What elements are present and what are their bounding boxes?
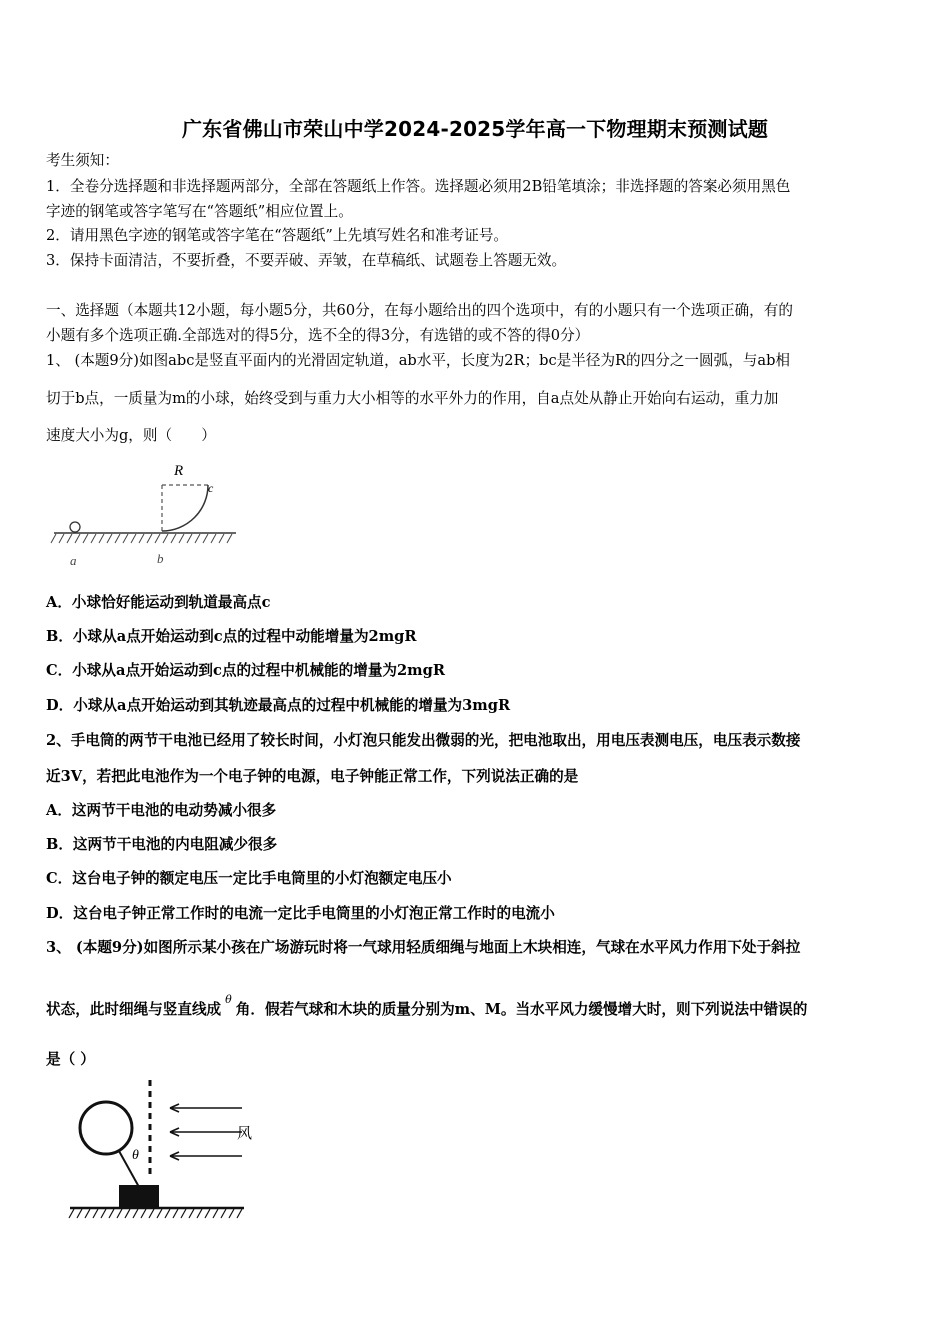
- section-heading: 小题有多个选项正确.全部选对的得5分，选不全的得3分，有选错的或不答的得0分）: [46, 327, 590, 344]
- question-3-text: 3、 (本题9分)如图所示某小孩在广场游玩时将一气球用轻质细绳与地面上木块相连，气球在水平风力作用下处于斜拉: [46, 939, 801, 956]
- notice-line: 3．保持卡面清洁，不要折叠，不要弄破、弄皱，在草稿纸、试题卷上答题无效。: [46, 252, 567, 269]
- question-1-text: 1、 (本题9分)如图abc是竖直平面内的光滑固定轨道，ab水平，长度为2R；bc是半径为R的四分之一圆弧，与ab相: [46, 352, 791, 369]
- notice-heading: 考生须知：: [46, 152, 119, 169]
- balloon-figure: [62, 1078, 252, 1228]
- question-2-text: 近3V，若把此电池作为一个电子钟的电源，电子钟能正常工作，下列说法正确的是: [46, 768, 579, 785]
- question-1-text: 速度大小为g，则（ ）: [46, 427, 216, 444]
- option-b: B．这两节干电池的内电阻减少很多: [46, 836, 278, 853]
- label-b: b: [157, 551, 164, 566]
- option-d: D．这台电子钟正常工作时的电流一定比手电筒里的小灯泡正常工作时的电流小: [46, 905, 555, 922]
- track-figure: [50, 455, 240, 575]
- question-3-text: 是（ ）: [46, 1051, 95, 1068]
- label-R: R: [174, 463, 184, 479]
- question-2-text: 2、手电筒的两节干电池已经用了较长时间，小灯泡只能发出微弱的光，把电池取出，用电压表测电压，电压表示数接: [46, 732, 801, 749]
- page-title: 广东省佛山市荣山中学2024-2025学年高一下物理期末预测试题: [181, 117, 769, 141]
- question-1-text: 切于b点，一质量为m的小球，始终受到与重力大小相等的水平外力的作用，自a点处从静止开始向右运动，重力加: [46, 390, 779, 407]
- option-a: A．小球恰好能运动到轨道最高点c: [46, 594, 271, 611]
- label-a: a: [70, 553, 77, 568]
- notice-line: 2．请用黑色字迹的钢笔或答字笔在“答题纸”上先填写姓名和准考证号。: [46, 227, 509, 244]
- option-c: C．这台电子钟的额定电压一定比手电筒里的小灯泡额定电压小: [46, 870, 452, 887]
- label-theta: θ: [132, 1148, 139, 1163]
- notice-line: 1．全卷分选择题和非选择题两部分，全部在答题纸上作答。选择题必须用2B铅笔填涂；非选择题的答案必须用黑色: [46, 178, 791, 195]
- label-c: c: [208, 481, 214, 495]
- option-a: A．这两节干电池的电动势减小很多: [46, 802, 277, 819]
- theta-symbol: θ: [225, 993, 232, 1006]
- option-c: C．小球从a点开始运动到c点的过程中机械能的增量为2mgR: [46, 662, 445, 679]
- section-heading: 一、选择题（本题共12小题，每小题5分，共60分，在每小题给出的四个选项中，有的小题只有一个选项正确，有的: [46, 302, 793, 319]
- label-wind: 风: [236, 1124, 252, 1142]
- option-b: B．小球从a点开始运动到c点的过程中动能增量为2mgR: [46, 628, 417, 645]
- notice-line: 字迹的钢笔或答字笔写在“答题纸”相应位置上。: [46, 203, 353, 220]
- question-3-text: 状态，此时细绳与竖直线成$^\theta$角．假若气球和木块的质量分别为m、M。当水平风力缓慢增大时，则下列说法中错误的: [46, 993, 808, 1018]
- option-d: D．小球从a点开始运动到其轨迹最高点的过程中机械能的增量为3mgR: [46, 697, 511, 714]
